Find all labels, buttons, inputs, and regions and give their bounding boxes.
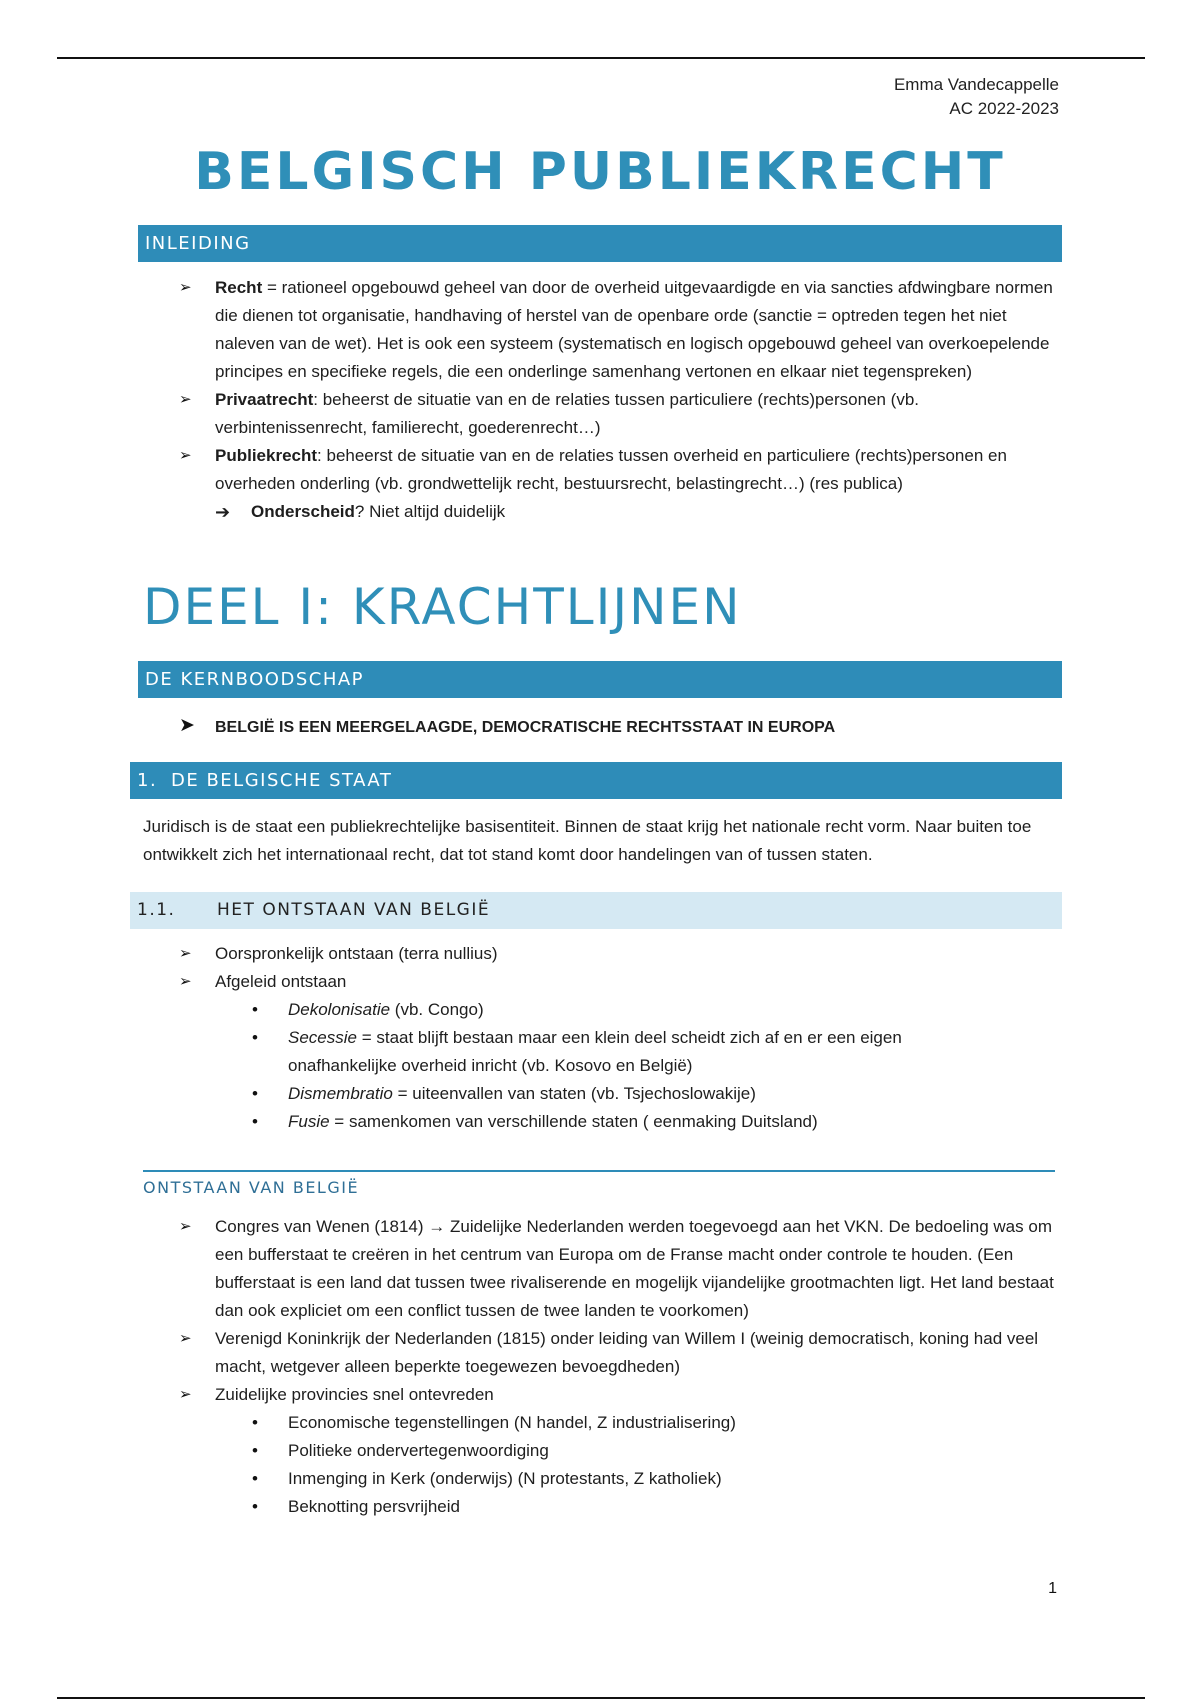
part-heading: DEEL I: KRACHTLIJNEN: [143, 578, 742, 636]
section-bar-kernboodschap: [138, 661, 1062, 698]
arrow-bullet-icon: ➢: [179, 973, 192, 990]
dot-bullet-icon: •: [252, 1028, 258, 1047]
list-item-text: Congres van Wenen (1814) → Zuidelijke Nederlanden werden toegevoegd aan het VKN. De bedoeling was om een bufferstaat te creëren in het centrum van Europa om de Franse macht onder controle te houden. (Een bufferstaat is een land dat tussen twee rivaliserende en mogelijk vijandelijke grootmachten ligt. Het land bestaat dan ook expliciet om een conflict tussen de twee landen te voorkomen): [215, 1217, 1054, 1320]
sub-list-item: [252, 1437, 1065, 1465]
list-item: [179, 1213, 1065, 1325]
sub-list-item: [252, 1024, 988, 1080]
sub-list-item: [252, 1108, 988, 1136]
list-item: [179, 1381, 1065, 1409]
academic-year: AC 2022-2023: [949, 99, 1059, 118]
subheading-text: ONTSTAAN VAN BELGIË: [143, 1178, 360, 1197]
section-paragraph: Juridisch is de staat een publiekrechtelijke basisentiteit. Binnen de staat krijg het nationale recht vorm. Naar buiten toe ontwikkelt zich het internationaal recht, dat tot stand komt door handelingen van of tussen staten.: [143, 817, 1032, 864]
bottom-rule: [57, 1697, 1145, 1699]
sub-list-text: = samenkomen van verschillende staten ( eenmaking Duitsland): [329, 1112, 818, 1131]
sub-list-item: [252, 1409, 1065, 1437]
subsection-number: 1.1.: [137, 900, 176, 920]
author-block: [894, 73, 1059, 121]
arrow-bullet-icon: ➢: [179, 945, 192, 962]
sub-list-text: Inmenging in Kerk (onderwijs) (N protestants, Z katholiek): [288, 1469, 722, 1488]
list-item-text: Oorspronkelijk ontstaan (terra nullius): [215, 944, 498, 963]
sub-list-item: [252, 996, 988, 1024]
sub-list-term: Fusie: [288, 1112, 330, 1131]
list-item-text: : beheerst de situatie van en de relaties tussen overheid en particuliere (rechts)personen en overheden onderling (vb. grondwettelijk recht, bestuursrecht, belastingrecht…) (res publica): [215, 446, 1007, 493]
section-bar-inleiding: [138, 225, 1062, 262]
dot-bullet-icon: •: [252, 1497, 258, 1516]
list-item-term: Privaatrecht: [215, 390, 314, 409]
sub-list-text: Beknotting persvrijheid: [288, 1497, 460, 1516]
arrow-bullet-icon: ➤: [179, 715, 195, 736]
author-name: Emma Vandecappelle: [893, 75, 1059, 94]
subsection-bar-ontstaan: [130, 892, 1062, 929]
subsection-heading: HET ONTSTAAN VAN BELGIË: [217, 900, 491, 920]
right-arrow-icon: ➔: [215, 502, 231, 522]
dot-bullet-icon: •: [252, 1112, 258, 1131]
kern-statement-block: [179, 713, 1065, 742]
dot-bullet-icon: •: [252, 1084, 258, 1103]
sub-list-item: [252, 1493, 1065, 1521]
sub-list-term: Secessie: [288, 1028, 357, 1047]
list-item: [179, 940, 1065, 968]
list-item: [179, 386, 1065, 442]
sub-conclusion: [215, 498, 1065, 526]
list-item: [179, 968, 1065, 996]
list-item-text: : beheerst de situatie van en de relaties tussen particuliere (rechts)personen (vb. verbintenissenrecht, familierecht, goederenrecht…): [215, 390, 919, 437]
list-item-term: Publiekrecht: [215, 446, 318, 465]
sub-conclusion-term: Onderscheid: [251, 502, 355, 521]
list-item: [179, 274, 1065, 386]
section-heading-belgische-staat: DE BELGISCHE STAAT: [171, 770, 393, 791]
arrow-bullet-icon: ➢: [179, 1330, 192, 1347]
list-item: [179, 713, 1065, 742]
dot-bullet-icon: •: [252, 1441, 258, 1460]
list-item-text: = rationeel opgebouwd geheel van door de overheid uitgevaardigde en via sancties afdwingbare normen die dienen tot organisatie, handhaving of herstel van de openbare orde (sanctie = optreden tegen het niet naleven van de wet). Het is ook een systeem (systematisch en logisch opgebouwd geheel van overkoepelende principes en specifieke regels, die een onderlinge samenhang vertonen en elkaar niet tegenspreken): [215, 278, 1053, 381]
list-item-term: Recht: [215, 278, 263, 297]
list-item: [179, 442, 1065, 498]
sub-conclusion-text: ? Niet altijd duidelijk: [354, 502, 506, 521]
arrow-bullet-icon: ➢: [179, 447, 192, 464]
section-bar-belgische-staat: [130, 762, 1062, 799]
list-item: [179, 1325, 1065, 1381]
dot-bullet-icon: •: [252, 1413, 258, 1432]
ontstaan-belgie-list: [179, 1213, 1065, 1521]
arrow-bullet-icon: ➢: [179, 391, 192, 408]
list-item-text: Zuidelijke provincies snel ontevreden: [215, 1385, 494, 1404]
sub-list-term: Dismembratio: [288, 1084, 393, 1103]
arrow-bullet-icon: ➢: [179, 1386, 192, 1403]
sub-list-text: = uiteenvallen van staten (vb. Tsjechoslowakije): [392, 1084, 756, 1103]
arrow-bullet-icon: ➢: [179, 1218, 192, 1235]
sub-list-term: Dekolonisatie: [288, 1000, 391, 1019]
dot-bullet-icon: •: [252, 1469, 258, 1488]
section-number: 1.: [137, 770, 158, 791]
ontstaan-list: [179, 940, 1065, 1136]
sub-list-item: [252, 1080, 988, 1108]
arrow-bullet-icon: ➢: [179, 279, 192, 296]
list-item-text: Verenigd Koninkrijk der Nederlanden (1815) onder leiding van Willem I (weinig democratisch, koning had veel macht, wetgever alleen beperkte toegewezen bevoegdheden): [215, 1329, 1039, 1376]
section-heading-inleiding: INLEIDING: [145, 233, 251, 254]
sub-list-text: (vb. Congo): [390, 1000, 484, 1019]
top-rule: [57, 57, 1145, 59]
sub-list-item: [252, 1465, 1065, 1493]
kern-statement: BELGIË IS EEN MEERGELAAGDE, DEMOCRATISCHE RECHTSSTAAT IN EUROPA: [215, 719, 836, 736]
section-heading-kernboodschap: DE KERNBOODSCHAP: [145, 669, 365, 690]
dot-bullet-icon: •: [252, 1000, 258, 1019]
sub-list-text: = staat blijft bestaan maar een klein deel scheidt zich af en er een eigen onafhankelijke overheid inricht (vb. Kosovo en België): [288, 1028, 902, 1075]
sub-list-text: Economische tegenstellingen (N handel, Z industrialisering): [288, 1413, 736, 1432]
sub-list-text: Politieke ondervertegenwoordiging: [288, 1441, 549, 1460]
page-number: 1: [1048, 1580, 1057, 1597]
subheading-ontstaan-belgie: [143, 1170, 1055, 1197]
inleiding-list: [179, 274, 1065, 526]
document-title: BELGISCH PUBLIEKRECHT: [194, 142, 1006, 202]
list-item-text: Afgeleid ontstaan: [215, 972, 347, 991]
